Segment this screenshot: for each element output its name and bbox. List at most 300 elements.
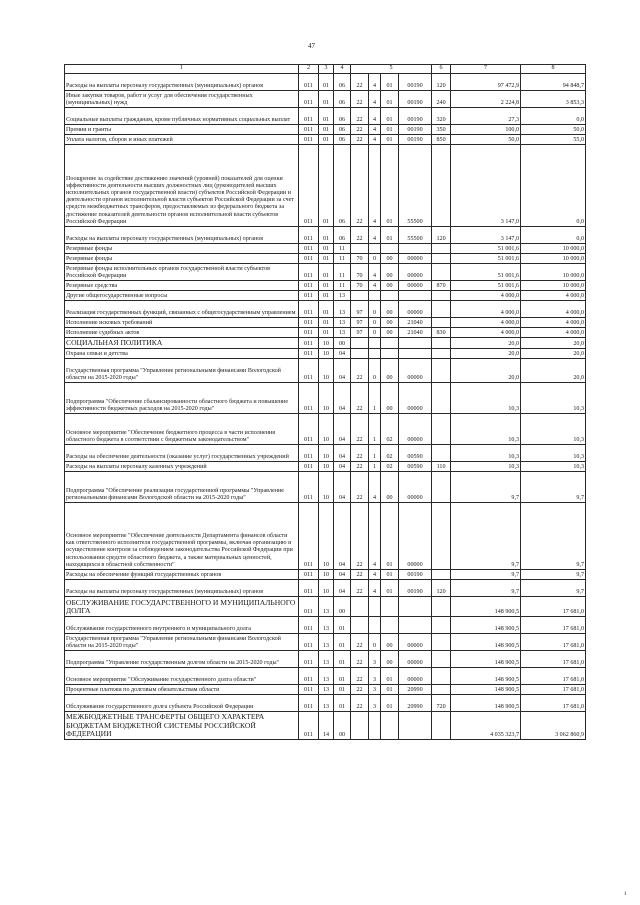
header-cell-7: 7	[451, 65, 521, 74]
row-cell-d1: 22	[351, 108, 369, 125]
table-row	[65, 291, 586, 301]
row-name-cell: Государственная программа "Управление региональными финансами Вологодской области на 2015-2020 годы"	[65, 634, 299, 651]
row-cell-d2	[369, 291, 381, 301]
row-cell-a: 011	[299, 712, 319, 740]
row-cell-a: 011	[299, 338, 319, 349]
row-name-cell: МЕЖБЮДЖЕТНЫЕ ТРАНСФЕРТЫ ОБЩЕГО ХАРАКТЕРА БЮДЖЕТАМ БЮДЖЕТНОЙ СИСТЕМЫ РОССИЙСКОЙ ФЕДЕРАЦИИ	[65, 712, 299, 740]
row-cell-e	[432, 414, 451, 445]
row-cell-a: 011	[299, 135, 319, 145]
row-cell-v1: 9,7	[451, 570, 521, 580]
row-cell-d2: 0	[369, 634, 381, 651]
row-cell-b: 01	[319, 264, 334, 281]
row-cell-a: 011	[299, 145, 319, 227]
row-cell-b: 13	[319, 695, 334, 712]
row-cell-d2: 4	[369, 570, 381, 580]
row-cell-v1: 10,3	[451, 414, 521, 445]
row-cell-e	[432, 445, 451, 462]
row-cell-d4: 21040	[399, 328, 432, 338]
row-cell-d2	[369, 597, 381, 617]
table-row	[65, 472, 586, 503]
row-cell-a: 011	[299, 617, 319, 634]
row-cell-d2: 0	[369, 318, 381, 328]
row-cell-d1: 22	[351, 634, 369, 651]
row-cell-e: 110	[432, 462, 451, 472]
table-row	[65, 301, 586, 318]
row-cell-b: 10	[319, 462, 334, 472]
row-cell-d4: 00000	[399, 503, 432, 570]
table-row	[65, 695, 586, 712]
row-cell-c: 04	[334, 472, 351, 503]
row-cell-b: 13	[319, 651, 334, 668]
row-cell-c: 04	[334, 462, 351, 472]
row-cell-v2: 4 000,0	[521, 301, 586, 318]
row-cell-e: 320	[432, 108, 451, 125]
table-row	[65, 328, 586, 338]
row-name-cell: Подпрограмма "Обеспечение реализации государственной программы "Управление региональными финансами Вологодской области на 2015-2020 годы"	[65, 472, 299, 503]
row-cell-a: 011	[299, 301, 319, 318]
row-cell-d2: 4	[369, 74, 381, 91]
row-name-cell: Реализация государственных функций, связанных с общегосударственным управлением	[65, 301, 299, 318]
table-row	[65, 145, 586, 227]
row-cell-d1: 22	[351, 685, 369, 695]
row-cell-d4: 00000	[399, 668, 432, 685]
row-cell-d2: 3	[369, 668, 381, 685]
row-name-cell: Государственная программа "Управление региональными финансами Вологодской области на 2015-2020 годы"	[65, 359, 299, 383]
row-cell-b: 10	[319, 472, 334, 503]
table-row	[65, 580, 586, 597]
row-cell-v2: 10,3	[521, 445, 586, 462]
row-cell-d4: 00000	[399, 472, 432, 503]
row-cell-d4: 00190	[399, 125, 432, 135]
row-cell-d4: 00000	[399, 383, 432, 414]
row-cell-a: 011	[299, 570, 319, 580]
row-cell-b: 01	[319, 254, 334, 264]
row-cell-d4: 20990	[399, 695, 432, 712]
row-cell-c: 04	[334, 414, 351, 445]
row-cell-e: 870	[432, 281, 451, 291]
row-cell-c: 06	[334, 135, 351, 145]
row-cell-a: 011	[299, 503, 319, 570]
row-name-cell: Резервные средства	[65, 281, 299, 291]
header-cell-4: 4	[334, 65, 351, 74]
row-name-cell: СОЦИАЛЬНАЯ ПОЛИТИКА	[65, 338, 299, 349]
row-cell-b: 10	[319, 414, 334, 445]
row-cell-d3	[381, 597, 399, 617]
row-cell-d2: 4	[369, 135, 381, 145]
row-cell-d3: 01	[381, 668, 399, 685]
row-name-cell: Резервные фонды	[65, 254, 299, 264]
row-cell-v2: 17 681,0	[521, 651, 586, 668]
row-cell-d3: 00	[381, 264, 399, 281]
row-cell-c: 06	[334, 108, 351, 125]
row-cell-v1: 148 900,5	[451, 597, 521, 617]
row-cell-d2: 0	[369, 254, 381, 264]
row-cell-d3: 01	[381, 503, 399, 570]
row-cell-v1: 27,3	[451, 108, 521, 125]
row-cell-c: 13	[334, 328, 351, 338]
header-cell-5: 5	[351, 65, 432, 74]
row-cell-c: 00	[334, 712, 351, 740]
row-cell-d3: 01	[381, 570, 399, 580]
row-cell-d2: 4	[369, 580, 381, 597]
row-name-cell: Расходы на обеспечение деятельности (оказание услуг) государственных учреждений	[65, 445, 299, 462]
row-cell-d1: 22	[351, 125, 369, 135]
row-cell-v2: 9,7	[521, 570, 586, 580]
row-cell-d1	[351, 349, 369, 359]
row-cell-e: 350	[432, 125, 451, 135]
row-cell-a: 011	[299, 244, 319, 254]
row-cell-b: 13	[319, 668, 334, 685]
row-cell-a: 011	[299, 651, 319, 668]
row-cell-v1: 148 900,5	[451, 668, 521, 685]
row-cell-a: 011	[299, 359, 319, 383]
row-cell-a: 011	[299, 383, 319, 414]
table-row	[65, 445, 586, 462]
budget-table	[64, 64, 586, 740]
row-name-cell: Расходы на обеспечение функций государственных органов	[65, 570, 299, 580]
row-cell-v1: 148 900,5	[451, 617, 521, 634]
row-cell-d2: 4	[369, 503, 381, 570]
row-cell-c: 01	[334, 617, 351, 634]
table-row	[65, 359, 586, 383]
row-cell-a: 011	[299, 108, 319, 125]
table-row	[65, 597, 586, 617]
table-row	[65, 91, 586, 108]
row-cell-v2: 3 062 860,9	[521, 712, 586, 740]
header-row	[65, 65, 586, 74]
row-cell-d2: 3	[369, 651, 381, 668]
row-cell-v1: 4 000,0	[451, 318, 521, 328]
row-cell-b: 10	[319, 580, 334, 597]
row-cell-v1: 148 900,5	[451, 695, 521, 712]
row-cell-d2: 4	[369, 91, 381, 108]
row-cell-v1: 148 900,5	[451, 685, 521, 695]
row-cell-b: 01	[319, 135, 334, 145]
row-cell-v2: 10,3	[521, 383, 586, 414]
row-cell-v1: 3 147,0	[451, 227, 521, 244]
row-cell-d1	[351, 712, 369, 740]
table-row	[65, 462, 586, 472]
row-cell-c: 04	[334, 570, 351, 580]
row-cell-v1: 148 900,5	[451, 634, 521, 651]
row-cell-b: 10	[319, 503, 334, 570]
row-cell-d4: 55500	[399, 145, 432, 227]
row-cell-b: 01	[319, 328, 334, 338]
row-cell-e: 240	[432, 91, 451, 108]
row-cell-b: 01	[319, 108, 334, 125]
row-cell-d2: 4	[369, 472, 381, 503]
row-cell-v2: 55,0	[521, 135, 586, 145]
row-cell-c: 01	[334, 634, 351, 651]
row-cell-e: 120	[432, 580, 451, 597]
row-cell-e	[432, 244, 451, 254]
row-cell-v2: 17 681,0	[521, 668, 586, 685]
row-cell-d1: 22	[351, 503, 369, 570]
row-cell-v2: 94 848,7	[521, 74, 586, 91]
row-cell-a: 011	[299, 125, 319, 135]
row-cell-b: 01	[319, 74, 334, 91]
row-cell-c: 01	[334, 651, 351, 668]
row-cell-e	[432, 254, 451, 264]
row-cell-c: 13	[334, 291, 351, 301]
row-cell-v1: 10,3	[451, 445, 521, 462]
row-cell-e	[432, 668, 451, 685]
table-row	[65, 617, 586, 634]
row-cell-d3: 00	[381, 318, 399, 328]
row-cell-d4	[399, 291, 432, 301]
row-cell-d3	[381, 244, 399, 254]
row-cell-c: 13	[334, 318, 351, 328]
header-cell-3: 3	[319, 65, 334, 74]
row-cell-d3: 01	[381, 580, 399, 597]
row-cell-d2: 0	[369, 328, 381, 338]
corner-mark: i	[624, 891, 626, 897]
row-cell-v1: 9,7	[451, 503, 521, 570]
row-cell-d2	[369, 244, 381, 254]
table-row	[65, 135, 586, 145]
row-cell-v1: 20,0	[451, 359, 521, 383]
row-cell-d1: 22	[351, 695, 369, 712]
row-cell-v2: 9,7	[521, 503, 586, 570]
row-cell-d1: 97	[351, 301, 369, 318]
row-cell-v1: 97 472,9	[451, 74, 521, 91]
row-cell-b: 01	[319, 291, 334, 301]
row-cell-d1	[351, 338, 369, 349]
row-name-cell: Исполнение исковых требований	[65, 318, 299, 328]
row-name-cell: Обслуживание государственного долга субъекта Российской Федерации	[65, 695, 299, 712]
row-cell-a: 011	[299, 414, 319, 445]
row-cell-d2: 3	[369, 685, 381, 695]
row-cell-d4	[399, 712, 432, 740]
row-cell-v1: 51 001,6	[451, 281, 521, 291]
table-row	[65, 318, 586, 328]
row-cell-d3: 01	[381, 108, 399, 125]
table-row	[65, 108, 586, 125]
row-cell-e	[432, 349, 451, 359]
row-cell-v1: 4 000,0	[451, 301, 521, 318]
table-row	[65, 244, 586, 254]
row-cell-v2: 10 000,0	[521, 244, 586, 254]
row-cell-v2: 17 681,0	[521, 617, 586, 634]
table-row	[65, 651, 586, 668]
header-cell-6: 6	[432, 65, 451, 74]
row-cell-b: 13	[319, 617, 334, 634]
row-cell-d4	[399, 617, 432, 634]
row-cell-d3	[381, 712, 399, 740]
row-cell-d2: 4	[369, 264, 381, 281]
row-cell-b: 10	[319, 383, 334, 414]
row-name-cell: Иные закупки товаров, работ и услуг для обеспечения государственных (муниципальных) нужд	[65, 91, 299, 108]
row-cell-e	[432, 264, 451, 281]
row-cell-a: 011	[299, 291, 319, 301]
row-cell-d2	[369, 349, 381, 359]
row-cell-d1: 22	[351, 91, 369, 108]
row-cell-v1: 100,0	[451, 125, 521, 135]
row-name-cell: Основное мероприятие "Обеспечение бюджетного процесса в части исполнения областного бюджета в соответствии с бюджетным законодательством"	[65, 414, 299, 445]
row-cell-c: 11	[334, 254, 351, 264]
table-row	[65, 125, 586, 135]
row-cell-c: 11	[334, 244, 351, 254]
row-name-cell: Премии и гранты	[65, 125, 299, 135]
row-cell-v2: 17 681,0	[521, 685, 586, 695]
row-cell-a: 011	[299, 580, 319, 597]
row-cell-d2: 0	[369, 301, 381, 318]
row-cell-e	[432, 291, 451, 301]
row-cell-a: 011	[299, 254, 319, 264]
row-cell-d3: 00	[381, 383, 399, 414]
row-cell-d1: 22	[351, 570, 369, 580]
row-cell-e: 120	[432, 74, 451, 91]
row-cell-b: 01	[319, 301, 334, 318]
row-name-cell: Процентные платежи по долговым обязательствам области	[65, 685, 299, 695]
row-cell-a: 011	[299, 634, 319, 651]
row-cell-c: 06	[334, 74, 351, 91]
row-cell-v2: 9,7	[521, 580, 586, 597]
row-name-cell: Уплата налогов, сборов и иных платежей	[65, 135, 299, 145]
row-cell-d4: 00000	[399, 264, 432, 281]
row-cell-v2: 4 000,0	[521, 328, 586, 338]
row-cell-d3: 01	[381, 227, 399, 244]
row-name-cell: Расходы на выплаты персоналу казенных учреждений	[65, 462, 299, 472]
row-cell-a: 011	[299, 597, 319, 617]
row-cell-d1: 97	[351, 318, 369, 328]
row-cell-d4	[399, 349, 432, 359]
row-cell-c: 04	[334, 580, 351, 597]
table-row	[65, 74, 586, 91]
row-cell-b: 14	[319, 712, 334, 740]
row-cell-d3: 00	[381, 634, 399, 651]
page-number: 47	[308, 42, 315, 50]
row-cell-v2: 10,3	[521, 462, 586, 472]
row-cell-e	[432, 472, 451, 503]
row-name-cell: Резервные фонды исполнительных органов государственной власти субъектов Российской Федерации	[65, 264, 299, 281]
row-name-cell: Основное мероприятие "Обеспечение деятельности Департамента финансов области как ответственного исполнителя государственной программы, включая организацию и осуществление контроля за соблюдением законодательства Российской Федерации при использовании средств областного бюджета, а также материальных ценностей, находящихся в областной собственности"	[65, 503, 299, 570]
row-cell-d2: 1	[369, 383, 381, 414]
row-cell-a: 011	[299, 318, 319, 328]
row-cell-d4: 00190	[399, 74, 432, 91]
row-cell-d1: 22	[351, 135, 369, 145]
row-cell-e	[432, 651, 451, 668]
table-row	[65, 254, 586, 264]
row-cell-d4: 00000	[399, 634, 432, 651]
row-cell-b: 10	[319, 359, 334, 383]
row-name-cell: Подпрограмма "Обеспечение сбалансированности областного бюджета и повышение эффективности бюджетных расходов на 2015-2020 годы"	[65, 383, 299, 414]
row-cell-v1: 51 001,6	[451, 244, 521, 254]
row-name-cell: Социальные выплаты гражданам, кроме публичных нормативных социальных выплат	[65, 108, 299, 125]
row-cell-v1: 10,3	[451, 462, 521, 472]
row-cell-v2: 10,3	[521, 414, 586, 445]
row-cell-b: 01	[319, 244, 334, 254]
row-cell-v2: 17 681,0	[521, 634, 586, 651]
row-cell-d1: 22	[351, 651, 369, 668]
row-cell-a: 011	[299, 349, 319, 359]
row-cell-d1: 70	[351, 254, 369, 264]
row-cell-c: 04	[334, 445, 351, 462]
row-cell-a: 011	[299, 328, 319, 338]
row-cell-d2: 4	[369, 281, 381, 291]
row-cell-v1: 20,0	[451, 349, 521, 359]
row-cell-c: 00	[334, 338, 351, 349]
row-cell-d2: 1	[369, 445, 381, 462]
row-cell-d1	[351, 597, 369, 617]
row-cell-d1: 70	[351, 281, 369, 291]
table-row	[65, 349, 586, 359]
row-cell-d4: 00590	[399, 462, 432, 472]
row-cell-a: 011	[299, 472, 319, 503]
row-cell-d3	[381, 338, 399, 349]
row-cell-b: 10	[319, 570, 334, 580]
row-cell-a: 011	[299, 74, 319, 91]
row-cell-d2: 4	[369, 145, 381, 227]
row-cell-d1: 22	[351, 383, 369, 414]
row-cell-d2: 1	[369, 414, 381, 445]
table-row	[65, 338, 586, 349]
row-cell-d3: 00	[381, 281, 399, 291]
row-cell-d4: 00190	[399, 580, 432, 597]
row-name-cell: Основное мероприятие "Обслуживание государственного долга области"	[65, 668, 299, 685]
row-cell-d3: 01	[381, 91, 399, 108]
table-row	[65, 264, 586, 281]
row-cell-d2: 0	[369, 359, 381, 383]
row-cell-c: 06	[334, 227, 351, 244]
row-cell-b: 13	[319, 597, 334, 617]
header-cell-1: 1	[65, 65, 299, 74]
row-cell-d4: 00000	[399, 254, 432, 264]
row-cell-c: 06	[334, 145, 351, 227]
row-name-cell: Другие общегосударственные вопросы	[65, 291, 299, 301]
row-cell-d3: 00	[381, 254, 399, 264]
row-cell-v2: 10 000,0	[521, 264, 586, 281]
row-cell-d1: 97	[351, 328, 369, 338]
row-name-cell: Подпрограмма "Управление государственным долгом области на 2015-2020 годы"	[65, 651, 299, 668]
row-cell-d2: 1	[369, 462, 381, 472]
row-cell-e	[432, 712, 451, 740]
row-cell-d4: 21040	[399, 318, 432, 328]
table-row	[65, 634, 586, 651]
row-cell-a: 011	[299, 695, 319, 712]
row-cell-v1: 9,7	[451, 580, 521, 597]
row-name-cell: Обслуживание государственного внутреннего и муниципального долга	[65, 617, 299, 634]
row-cell-d1: 22	[351, 580, 369, 597]
row-name-cell: Исполнение судебных актов	[65, 328, 299, 338]
row-cell-d4	[399, 244, 432, 254]
row-cell-d1: 22	[351, 445, 369, 462]
header-cell-8: 8	[521, 65, 586, 74]
row-cell-d3: 01	[381, 135, 399, 145]
row-cell-e	[432, 597, 451, 617]
row-cell-v2: 20,0	[521, 338, 586, 349]
header-cell-2: 2	[299, 65, 319, 74]
row-cell-d1	[351, 291, 369, 301]
row-cell-d3: 00	[381, 328, 399, 338]
row-cell-c: 01	[334, 668, 351, 685]
row-cell-d4: 00590	[399, 445, 432, 462]
row-cell-v1: 4 000,0	[451, 328, 521, 338]
row-cell-a: 011	[299, 281, 319, 291]
row-cell-c: 04	[334, 349, 351, 359]
row-cell-b: 01	[319, 227, 334, 244]
row-cell-b: 10	[319, 349, 334, 359]
row-cell-d3: 01	[381, 685, 399, 695]
row-cell-e	[432, 338, 451, 349]
row-cell-v1: 4 000,0	[451, 291, 521, 301]
row-cell-c: 13	[334, 301, 351, 318]
row-cell-d4: 00190	[399, 570, 432, 580]
row-cell-d4: 00190	[399, 135, 432, 145]
row-cell-d1: 22	[351, 359, 369, 383]
row-cell-d2: 4	[369, 125, 381, 135]
row-cell-v1: 51 001,6	[451, 254, 521, 264]
